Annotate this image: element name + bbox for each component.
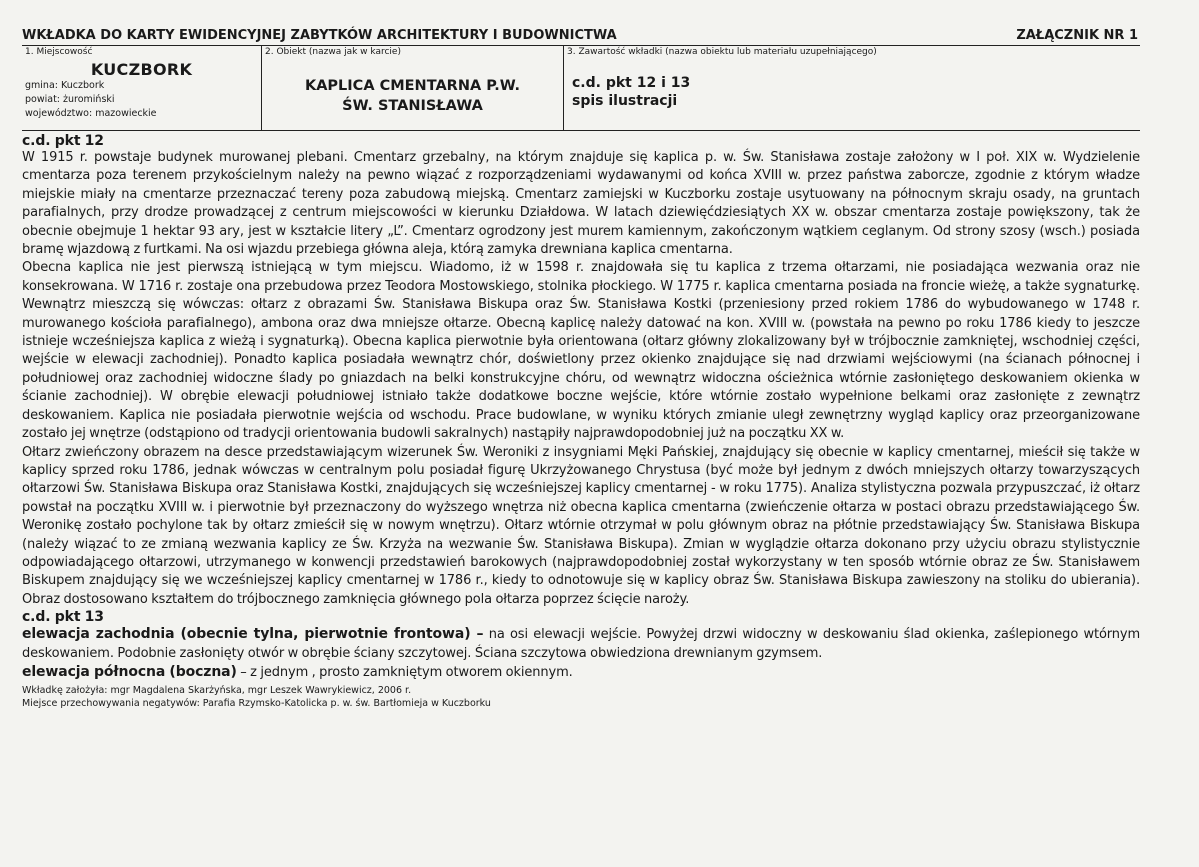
sheet-header (22, 28, 1140, 46)
contents-line2: spis ilustracji (572, 93, 678, 109)
contents-box (564, 46, 1140, 130)
gmina: gmina: Kuczbork (25, 80, 105, 91)
west-elevation-text: na osi elewacji wejście. Powyżej drzwi widoczny w deskowaniu ślad okienka, zaślepionego wtórnym deskowaniem. Podobnie zasłonięty otwór w obrębie ściany szczytowej. Ściana szczytowa obwiedziona drewnianym gzymsem. (22, 627, 1141, 661)
document-body (22, 133, 1140, 682)
paragraph-cemetery: W 1915 r. powstaje budynek murowanej plebani. Cmentarz grzebalny, na którym znajduje się kaplica p. w. Św. Stanisława zostaje założony w I poł. XIX w. Wydzielenie cmentarza poza terenem przykościelnym należy na pewno wiązać z rozporządzeniami wydawanymi od końca XVIII w. przez państwa zaborcze, zgodnie z którym władze miejskie miały na cmentarze przeznaczać tereny poza zabudową miejską. Cmentarz zamiejski w Kuczborku zostaje usytuowany na północnym skraju osady, na gruntach parafialnych, przy drodze prowadzącej z centrum miejscowości w kierunku Działdowa. W latach dziewięćdziesiątych XX w. obszar cmentarza zostaje powiększony, tak że obecnie obejmuje 1 hektar 93 ary, jest w kształcie litery „L”. Cmentarz ogrodzony jest murem kamiennym, zakończonym wątkiem ceglanym. Od strony szosy (wsch.) posiada bramę wjazdową z furtkami. Na osi wjazdu przebiega główna aleja, którą zamyka drewniana kaplica cmentarna. (22, 150, 1140, 258)
powiat: powiat: żuromiński (25, 94, 115, 105)
paragraph-north-elevation (22, 663, 1140, 682)
wojewodztwo: województwo: mazowieckie (25, 108, 157, 119)
paragraph-chapel-history: Obecna kaplica nie jest pierwszą istniejącą w tym miejscu. Wiadomo, iż w 1598 r. znajdowała się tu kaplica z trzema ołtarzami, nie posiadająca wezwania oraz nie konsekrowana. W 1716 r. zostaje ona przebudowa przez Teodora Mostowskiego, stolnika płockiego. W 1775 r. kaplica cmentarna posiada na froncie wieżę, a także sygnaturkę. Wewnątrz mieszczą się wówczas: ołtarz z obrazami Św. Stanisława Biskupa oraz Św. Stanisława Kostki (przeniesiony przed rokiem 1786 do wybudowanego w 1748 r. murowanego kościoła parafialnego), ambona oraz dwa mniejsze ołtarze. Obecną kaplicę należy datować na kon. XVIII w. (powstała na pewno po roku 1786 kiedy to jeszcze istnieje wcześniejsza kaplica z wieżą i sygnaturką). Obecna kaplica pierwotnie była orientowana (ołtarz główny zlokalizowany był w trójbocznie zamkniętej, wschodniej części, wejście w elewacji zachodniej). Ponadto kaplica posiadała wewnątrz chór, doświetlony przez okienko znajdujące się nad drzwiami wejściowymi (na ścianach północnej i południowej oraz zachodniej widoczne ślady po gniazdach na belki konstrukcyjne chóru, od wewnątrz widoczna ościeżnica wtórnie zasłoniętego deskowaniem okienka w ścianie zachodniej). W obrębie elewacji południowej istniało także dodatkowe boczne wejście, które wtórnie zostało wypełnione belkami oraz zasłonięte z zewnątrz deskowaniem. Kaplica nie posiadała pierwotnie wejścia od wschodu. Prace budowlane, w wyniku których zmianie uległ zewnętrzny wygląd kaplicy oraz przeorganizowane zostało jej wnętrze (odstąpiono od tradycji orientowania budowli sakralnych) nastąpiły najprawdopodobniej już na początku XX w. (22, 260, 1140, 442)
north-elevation-term: elewacja północna (boczna) (22, 663, 237, 680)
footer-authors: Wkładkę założyła: mgr Magdalena Skarżyńska, mgr Leszek Wawrykiewicz, 2006 r. (22, 685, 412, 697)
section-13-heading: c.d. pkt 13 (22, 609, 104, 626)
contents-title (572, 74, 690, 110)
section-12-heading: c.d. pkt 12 (22, 133, 104, 149)
object-box (262, 46, 564, 130)
object-title-line2: ŚW. STANISŁAWA (342, 98, 483, 114)
object-title-line1: KAPLICA CMENTARNA P.W. (304, 78, 521, 94)
paragraph-west-elevation (22, 625, 1140, 663)
locality-name: KUCZBORK (90, 60, 193, 79)
paragraph-altar: Ołtarz zwieńczony obrazem na desce przedstawiającym wizerunek Św. Weroniki z insygniami Męki Pańskiej, znajdujący się obecnie w kaplicy cmentarnej, mieścił się także w kaplicy sprzed roku 1786, jednak wówczas w centralnym polu posiadał figurę Ukrzyżowanego Chrystusa (być może był jednym z dwóch mniejszych ołtarzy towarzyszących ołtarzowi Św. Stanisława Biskupa oraz Stanisława Kostki, znajdujących się wcześniejszej kaplicy cmentarnej - w roku 1775). Analiza stylistyczna pozwala przypuszczać, iż ołtarz powstał na początku XVIII w. i pierwotnie był przeznaczony do wyższego wnętrza niż obecna kaplica cmentarna (zwieńczenie ołtarza w postaci obrazu przedstawiającego Św. Weronikę zostało pochylone tak by ołtarz zmieścił się w nowym wnętrzu). Ołtarz wtórnie otrzymał w polu głównym obraz na płótnie przedstawiający Św. Stanisława Biskupa (należy wiązać to ze zmianą wezwania kaplicy ze Św. Krzyża na wezwanie Św. Stanisława Biskupa). Zmian w wyglądzie ołtarza dokonano przy użyciu obrazu stylistycznie odpowiadającego ołtarzowi, utrzymanego w konwencji przedstawień barokowych (najprawdopodobniej został wykorzystany w ten sposób wtórnie obraz ze Św. Stanisławem Biskupem znajdujący się we wcześniejszej kaplicy cmentarnej w 1786 r., kiedy to odnotowuje się w kaplicy obraz Św. Stanisława Biskupa zawieszony na stoliku do ubierania). Obraz dostosowano kształtem do trójbocznego zamknięcia głównego pola ołtarza poprzez ścięcie naroży. (22, 444, 1140, 607)
contents-label: 3. Zawartość wkładki (nazwa obiektu lub materiału uzupełniającego) (567, 47, 877, 57)
locality-box (22, 46, 262, 130)
north-elevation-text: – z jednym , prosto zamkniętym otworem okiennym. (236, 664, 573, 680)
footer-storage: Miejsce przechowywania negatywów: Parafia Rzymsko-Katolicka p. w. św. Bartłomieja w Kuczborku (22, 698, 491, 710)
contents-line1: c.d. pkt 12 i 13 (572, 75, 691, 91)
west-elevation-term: elewacja zachodnia (obecnie tylna, pierwotnie frontowa) – (22, 626, 484, 643)
footer (22, 684, 1140, 710)
object-label: 2. Obiekt (nazwa jak w karcie) (265, 47, 401, 57)
record-sheet (22, 28, 1140, 710)
locality-label: 1. Miejscowość (25, 47, 93, 57)
annex-number: ZAŁĄCZNIK NR 1 (1016, 28, 1138, 43)
header-boxes (22, 46, 1140, 131)
sheet-title: WKŁADKA DO KARTY EWIDENCYJNEJ ZABYTKÓW ARCHITEKTURY I BUDOWNICTWA (22, 28, 617, 43)
object-title (262, 76, 563, 116)
